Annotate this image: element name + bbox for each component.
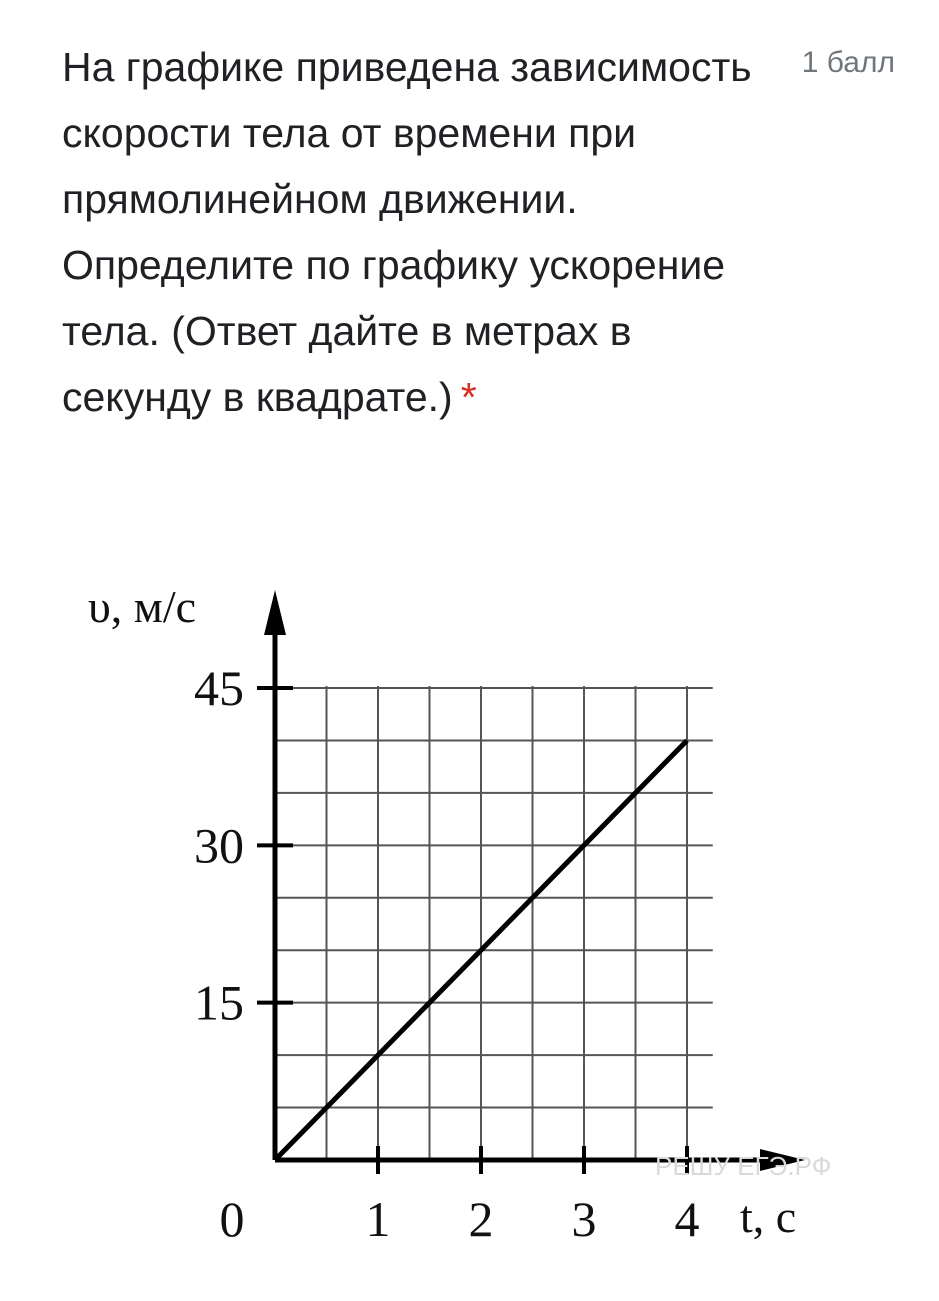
y-tick-label: 15 [194, 974, 244, 1031]
x-tick-label: 2 [468, 1191, 494, 1247]
x-tick-label: 4 [674, 1191, 700, 1247]
question-body: На графике приведена зависимость скорости тела от времени при прямолинейном движении. Определите по графику ускорение тела. (Ответ дайте в метрах в секунду в квадрате.) [62, 44, 752, 420]
y-axis-arrow [264, 590, 286, 635]
points-label: 1 балл [801, 46, 895, 79]
grid-lines [275, 686, 713, 1160]
axes [264, 590, 805, 1171]
y-tick-label: 45 [194, 660, 244, 716]
required-asterisk: * [460, 374, 477, 420]
x-tick-label: 3 [571, 1191, 597, 1247]
tick-marks [257, 688, 687, 1174]
origin-label: 0 [219, 1191, 245, 1247]
watermark-text: РЕШУ ЕГЭ.РФ [655, 1151, 832, 1181]
x-axis-title: t, c [740, 1191, 797, 1242]
y-axis-title: υ, м/c [88, 581, 197, 632]
x-tick-label: 1 [365, 1191, 391, 1247]
y-tick-label: 30 [194, 817, 244, 874]
